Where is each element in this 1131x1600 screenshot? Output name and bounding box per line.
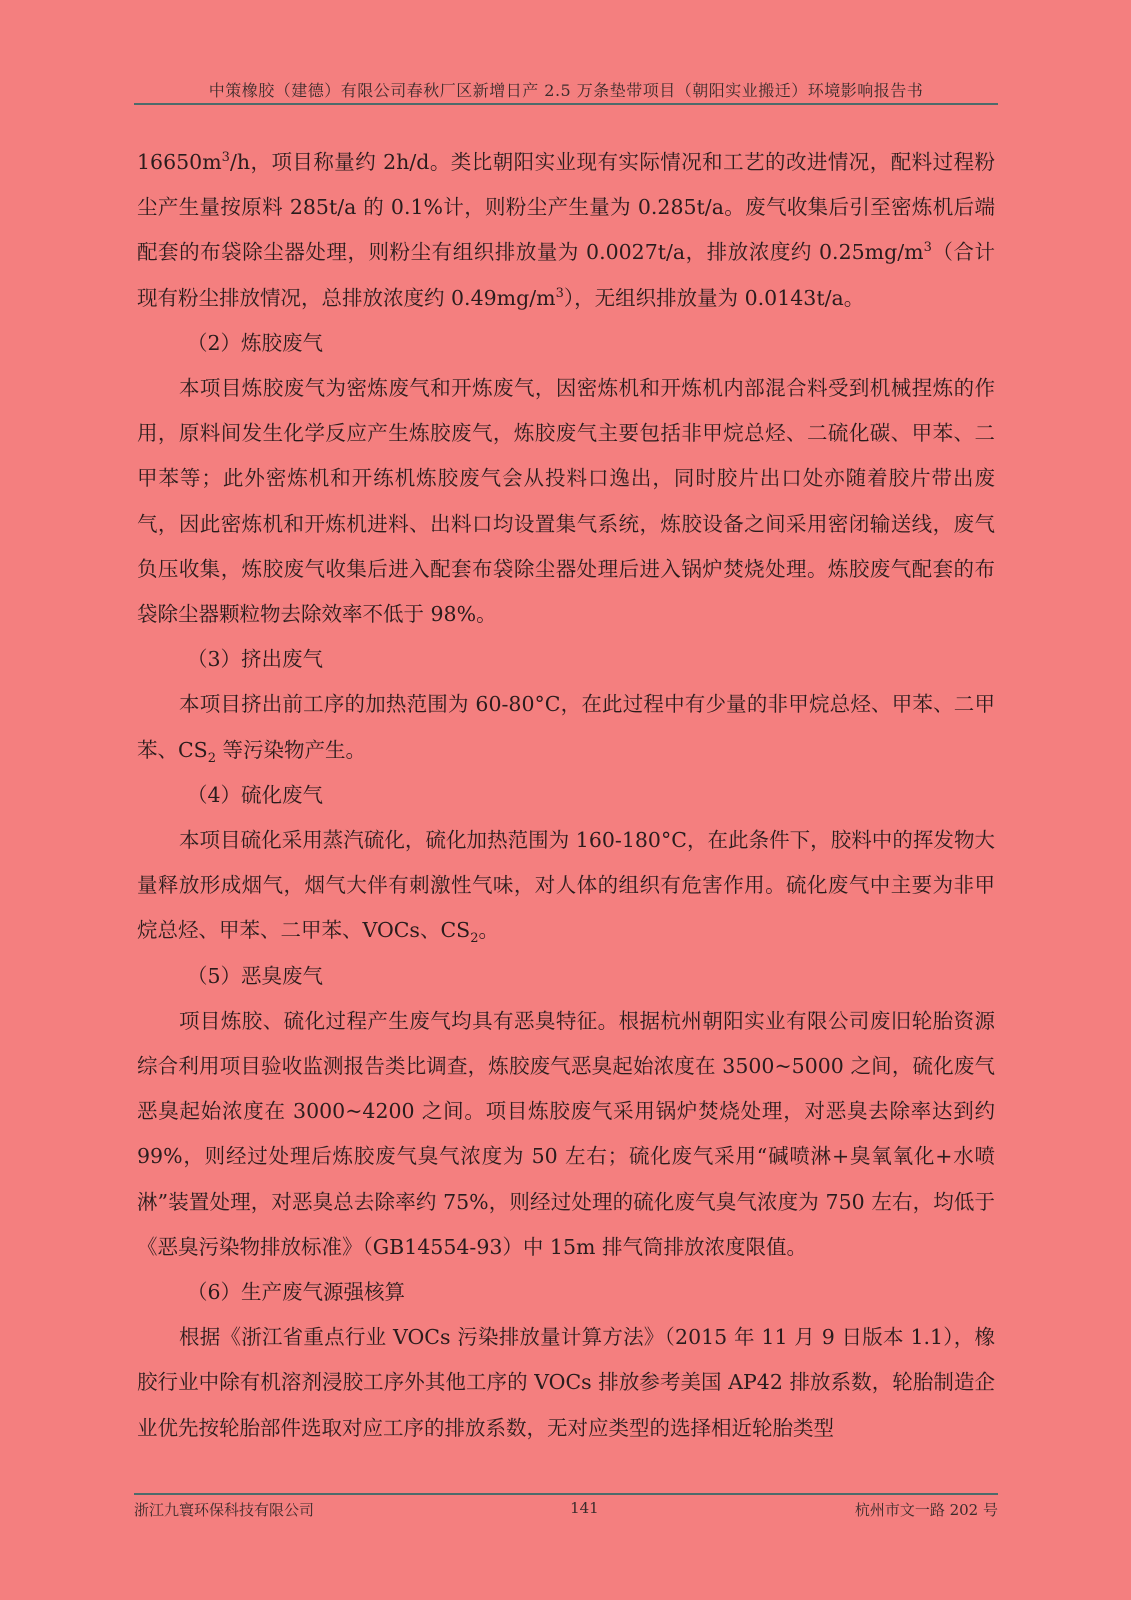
section-heading-source-strength: （6）生产废气源强核算 (187, 1280, 406, 1305)
section-heading-odor: （5）恶臭废气 (187, 963, 324, 988)
subscript: 2 (470, 931, 479, 947)
page-header: 中策橡胶（建德）有限公司春秋厂区新增日产 2.5 万条垫带项目（朝阳实业搬迁）环境影响报告书 (208, 81, 924, 100)
footer-divider (134, 1493, 998, 1495)
footer-address: 杭州市文一路 202 号 (854, 1501, 998, 1519)
text-run: （合计现有粉尘排放情况，总排放浓度约 0.49mg/m (137, 240, 995, 310)
page-number: 141 (570, 1499, 599, 1517)
text-run: 本项目硫化采用蒸汽硫化，硫化加热范围为 160-180°C，在此条件下，胶料中的挥发物大量释放形成烟气，烟气大伴有刺激性气味，对人体的组织有危害作用。硫化废气中主要为非甲烷总烃、甲苯、二甲苯、VOCs、CS (137, 828, 995, 943)
superscript: 3 (221, 150, 230, 166)
text-run: 等污染物产生。 (216, 737, 367, 762)
superscript: 3 (555, 285, 564, 301)
text-run: /h，项目称量约 2h/d。类比朝阳实业现有实际情况和工艺的改进情况，配料过程粉尘产生量按原料 285t/a 的 0.1%计，则粉尘产生量为 0.285t/a。废气收集后引至密炼机后端配套的布袋除尘器处理，则粉尘有组织排放量为 0.0027t/a，排放浓度约 0.25mg/m (137, 150, 995, 265)
text-run: 。 (478, 918, 499, 943)
text-run: 16650m (137, 150, 222, 174)
paragraph-source-strength: 根据《浙江省重点行业 VOCs 污染排放量计算方法》（2015 年 11 月 9 日版本 1.1），橡胶行业中除有机溶剂浸胶工序外其他工序的 VOCs 排放参考美国 AP42 排放系数，轮胎制造企业优先按轮胎部件选取对应工序的排放系数，无对应类型的选择相近轮胎类型 (137, 1325, 995, 1440)
document-body (137, 140, 995, 1451)
text-run: 本项目挤出前工序的加热范围为 60-80°C，在此过程中有少量的非甲烷总烃、甲苯、二甲苯、CS (137, 692, 995, 762)
footer-company: 浙江九寰环保科技有限公司 (134, 1501, 315, 1519)
paragraph-mixing: 本项目炼胶废气为密炼废气和开炼废气，因密炼机和开炼机内部混合料受到机械捏炼的作用，原料间发生化学反应产生炼胶废气，炼胶废气主要包括非甲烷总烃、二硫化碳、甲苯、二甲苯等；此外密炼机和开练机炼胶废气会从投料口逸出，同时胶片出口处亦随着胶片带出废气，因此密炼机和开炼机进料、出料口均设置集气系统，炼胶设备之间采用密闭输送线，废气负压收集，炼胶废气收集后进入配套布袋除尘器处理后进入锅炉焚烧处理。炼胶废气配套的布袋除尘器颗粒物去除效率不低于 98%。 (137, 376, 995, 627)
paragraph-odor: 项目炼胶、硫化过程产生废气均具有恶臭特征。根据杭州朝阳实业有限公司废旧轮胎资源综合利用项目验收监测报告类比调查，炼胶废气恶臭起始浓度在 3500~5000 之间，硫化废气恶臭起始浓度在 3000~4200 之间。项目炼胶废气采用锅炉焚烧处理，对恶臭去除率达到约 99%，则经过处理后炼胶废气臭气浓度为 50 左右；硫化废气采用“碱喷淋+臭氧氧化+水喷淋”装置处理，对恶臭总去除率约 75%，则经过处理的硫化废气臭气浓度为 750 左右，均低于《恶臭污染物排放标准》（GB14554-93）中 15m 排气筒排放浓度限值。 (137, 1008, 995, 1259)
page-footer (134, 1499, 998, 1520)
superscript: 3 (923, 240, 932, 256)
subscript: 2 (207, 750, 217, 766)
section-heading-mixing: （2）炼胶废气 (187, 330, 324, 355)
paragraph-continued (137, 140, 995, 321)
section-heading-vulcanization: （4）硫化废气 (187, 782, 324, 807)
text-run: ），无组织排放量为 0.0143t/a。 (563, 285, 865, 310)
paragraph-vulcanization (137, 818, 995, 954)
paragraph-extrusion (137, 682, 995, 772)
section-heading-extrusion: （3）挤出废气 (187, 647, 324, 672)
header-divider (134, 103, 998, 105)
